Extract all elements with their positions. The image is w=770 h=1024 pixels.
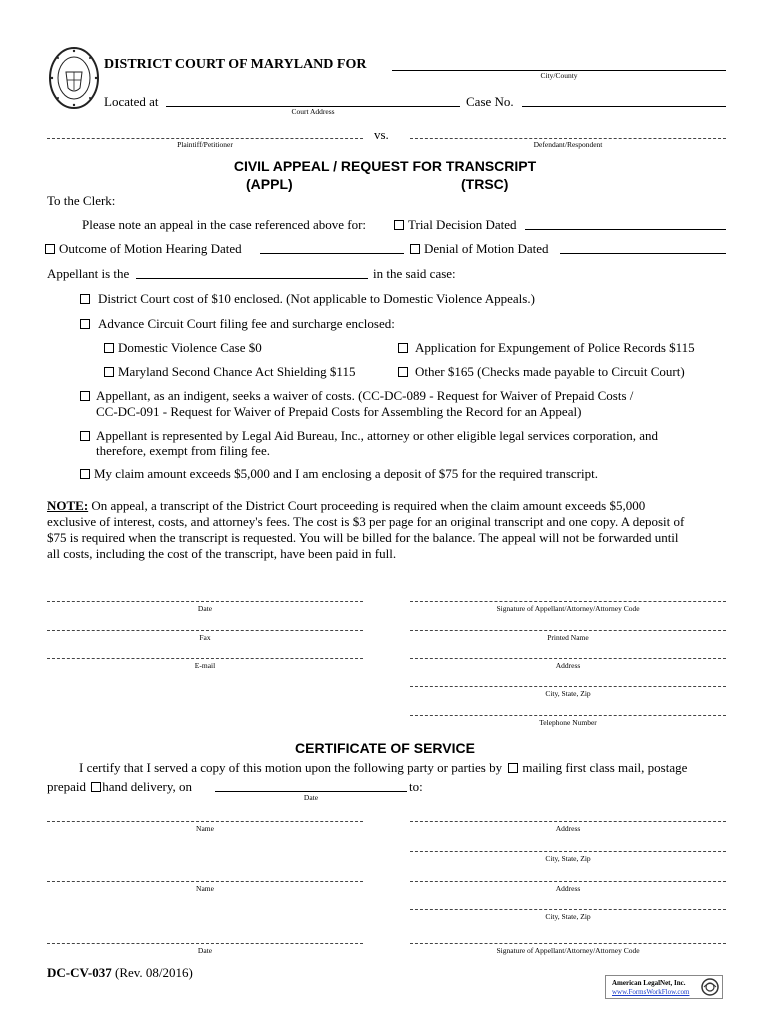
outcome-motion-option[interactable] — [45, 241, 242, 257]
legal-aid-label-1: Appellant is represented by Legal Aid Bureau, Inc., attorney or other eligible legal services corporation, and — [96, 428, 659, 443]
telephone-field[interactable] — [410, 715, 726, 716]
second-chance-option[interactable] — [104, 364, 355, 380]
mailing-checkbox[interactable] — [508, 763, 518, 773]
party1-name-label: Name — [196, 824, 214, 833]
appellant-is-label: Appellant is the — [47, 266, 130, 281]
other-option[interactable] — [398, 364, 685, 380]
party1-city-field[interactable] — [410, 851, 726, 852]
prepaid-label: prepaid — [47, 779, 86, 794]
signature-label: Signature of Appellant/Attorney/Attorney Code — [496, 604, 640, 613]
defendant-label: Defendant/Respondent — [533, 140, 603, 149]
legal-aid-checkbox[interactable] — [80, 431, 90, 441]
indigent-label-2: CC-DC-091 - Request for Waiver of Prepaid Costs for Assembling the Record for an Appeal) — [96, 404, 582, 419]
trial-decision-date-field[interactable] — [525, 229, 726, 230]
indigent-label-1: Appellant, as an indigent, seeks a waiver of costs. (CC-DC-089 - Request for Waiver of Prepaid Costs / — [96, 388, 634, 403]
signature-field[interactable] — [410, 601, 726, 602]
appellant-role-field[interactable] — [136, 278, 368, 279]
telephone-label: Telephone Number — [539, 718, 597, 727]
note-line-2: exclusive of interest, costs, and attorney's fees. The cost is $3 per page for an original transcript and one copy. A deposit of — [47, 514, 685, 529]
service-date-label: Date — [303, 793, 319, 802]
note-line-3: $75 is required when the transcript is requested. You will be billed for the balance. The appeal will not be forwarded until — [47, 530, 679, 545]
certificate-line-2 — [47, 779, 192, 795]
advance-fee-option[interactable] — [80, 316, 395, 332]
vs-label: vs. — [374, 127, 389, 142]
plaintiff-label: Plaintiff/Petitioner — [177, 140, 233, 149]
plaintiff-field[interactable] — [47, 138, 363, 139]
certificate-title: CERTIFICATE OF SERVICE — [295, 740, 475, 756]
expungement-option[interactable] — [398, 340, 695, 356]
city-state-zip-field[interactable] — [410, 686, 726, 687]
claim-checkbox[interactable] — [80, 469, 90, 479]
dv-case-checkbox[interactable] — [104, 343, 114, 353]
date-field[interactable] — [47, 601, 363, 602]
court-address-label: Court Address — [291, 107, 335, 116]
district-cost-option[interactable] — [80, 291, 535, 307]
date-label: Date — [197, 604, 213, 613]
defendant-field[interactable] — [410, 138, 726, 139]
second-chance-checkbox[interactable] — [104, 367, 114, 377]
please-note-text: Please note an appeal in the case referenced above for: — [82, 217, 367, 232]
note-line-4: all costs, including the cost of the transcript, have been paid in full. — [47, 546, 397, 561]
publisher-box — [605, 975, 723, 999]
form-revision: (Rev. 08/2016) — [115, 965, 193, 980]
printed-name-label: Printed Name — [547, 633, 589, 642]
district-cost-checkbox[interactable] — [80, 294, 90, 304]
certificate-signature-label: Signature of Appellant/Attorney/Attorney Code — [496, 946, 640, 955]
city-county-label: City/County — [540, 71, 578, 80]
party1-city-label: City, State, Zip — [545, 854, 591, 863]
hand-delivery-label: hand delivery, on — [102, 779, 193, 794]
district-cost-label: District Court cost of $10 enclosed. (Not applicable to Domestic Violence Appeals.) — [98, 291, 535, 306]
note-line-1: On appeal, a transcript of the District Court proceeding is required when the claim amount exceeds $5,000 — [91, 498, 646, 513]
address-field[interactable] — [410, 658, 726, 659]
to-clerk: To the Clerk: — [47, 193, 116, 208]
email-label: E-mail — [194, 661, 216, 670]
in-said-case-label: in the said case: — [373, 266, 456, 281]
outcome-motion-label: Outcome of Motion Hearing Dated — [59, 241, 242, 256]
expungement-checkbox[interactable] — [398, 343, 408, 353]
certificate-text-1: I certify that I served a copy of this motion upon the following party or parties by — [79, 760, 503, 775]
trsc-code: (TRSC) — [461, 176, 509, 192]
printed-name-field[interactable] — [410, 630, 726, 631]
party2-name-label: Name — [196, 884, 214, 893]
form-id — [47, 965, 193, 981]
party2-address-field[interactable] — [410, 881, 726, 882]
advance-fee-label: Advance Circuit Court filing fee and surcharge enclosed: — [98, 316, 395, 331]
case-no-field[interactable] — [522, 106, 726, 107]
certificate-line-1 — [79, 760, 687, 776]
indigent-checkbox[interactable] — [80, 391, 90, 401]
party2-city-field[interactable] — [410, 909, 726, 910]
indigent-option[interactable] — [80, 388, 633, 404]
other-label: Other $165 (Checks made payable to Circuit Court) — [415, 364, 685, 379]
denial-motion-date-field[interactable] — [560, 253, 726, 254]
dv-case-option[interactable] — [104, 340, 262, 356]
denial-motion-checkbox[interactable] — [410, 244, 420, 254]
denial-motion-label: Denial of Motion Dated — [424, 241, 549, 256]
party2-address-label: Address — [555, 884, 581, 893]
form-title: CIVIL APPEAL / REQUEST FOR TRANSCRIPT — [233, 158, 537, 174]
dv-case-label: Domestic Violence Case $0 — [118, 340, 262, 355]
publisher-name: American LegalNet, Inc. — [612, 979, 686, 987]
form-id-code: DC-CV-037 — [47, 965, 112, 980]
party2-name-field[interactable] — [47, 881, 363, 882]
claim-option[interactable] — [80, 466, 598, 482]
party2-city-label: City, State, Zip — [545, 912, 591, 921]
trial-decision-option[interactable] — [394, 217, 517, 233]
note-label: NOTE: — [47, 498, 89, 513]
denial-motion-option[interactable] — [410, 241, 549, 257]
court-title: DISTRICT COURT OF MARYLAND FOR — [104, 57, 367, 72]
party1-name-field[interactable] — [47, 821, 363, 822]
second-chance-label: Maryland Second Chance Act Shielding $115 — [118, 364, 356, 379]
appl-code: (APPL) — [246, 176, 293, 192]
party1-address-field[interactable] — [410, 821, 726, 822]
court-seal — [48, 46, 100, 110]
advance-fee-checkbox[interactable] — [80, 319, 90, 329]
certificate-signature-field[interactable] — [410, 943, 726, 944]
fax-field[interactable] — [47, 630, 363, 631]
outcome-motion-checkbox[interactable] — [45, 244, 55, 254]
trial-decision-label: Trial Decision Dated — [408, 217, 517, 232]
expungement-label: Application for Expungement of Police Records $115 — [415, 340, 695, 355]
mailing-label: mailing first class mail, postage — [522, 760, 688, 775]
claim-label: My claim amount exceeds $5,000 and I am enclosing a deposit of $75 for the required transcript. — [94, 466, 598, 481]
email-field[interactable] — [47, 658, 363, 659]
publisher-logo-icon — [701, 978, 719, 996]
party1-address-label: Address — [555, 824, 581, 833]
hand-delivery-checkbox[interactable] — [91, 782, 101, 792]
certificate-date-label: Date — [197, 946, 213, 955]
legal-aid-option[interactable] — [80, 428, 658, 444]
other-checkbox[interactable] — [398, 367, 408, 377]
legal-aid-label-2: therefore, exempt from filing fee. — [96, 443, 270, 458]
note-block — [47, 498, 737, 562]
certificate-date-field[interactable] — [47, 943, 363, 944]
publisher-url[interactable]: www.FormsWorkFlow.com — [612, 988, 690, 996]
fax-label: Fax — [199, 633, 211, 642]
to-label: to: — [409, 779, 423, 794]
city-state-zip-label: City, State, Zip — [545, 689, 591, 698]
case-no-label: Case No. — [466, 94, 514, 109]
service-date-field[interactable] — [215, 791, 407, 792]
located-at-label: Located at — [104, 94, 159, 109]
outcome-motion-date-field[interactable] — [260, 253, 404, 254]
address-label: Address — [555, 661, 581, 670]
trial-decision-checkbox[interactable] — [394, 220, 404, 230]
